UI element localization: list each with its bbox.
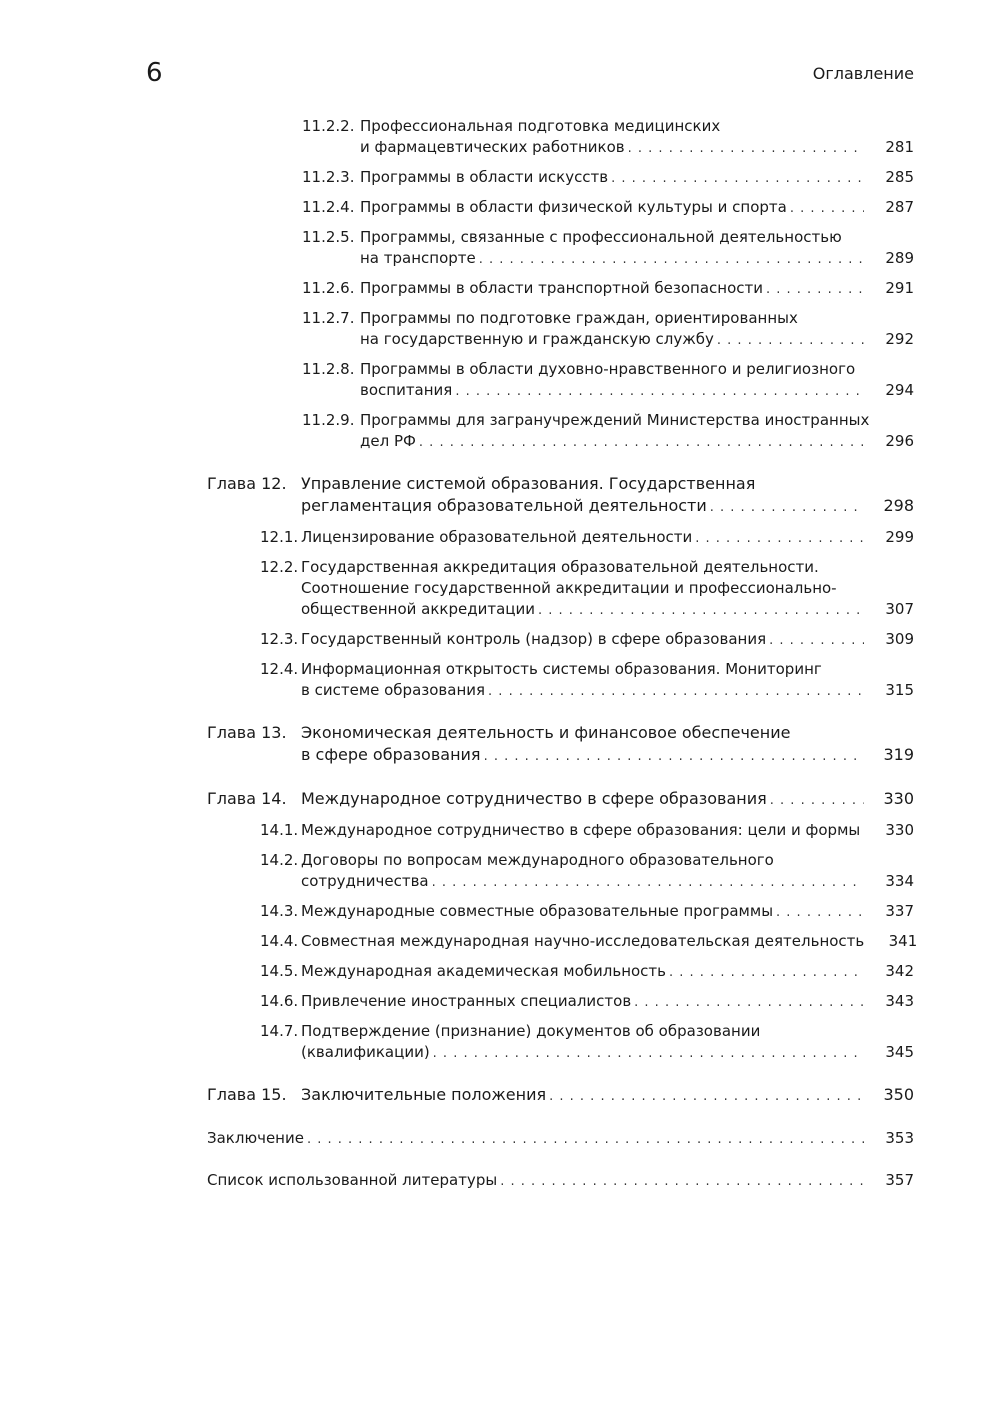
toc-entry[interactable]	[0, 557, 1004, 621]
toc-entry[interactable]	[0, 722, 1004, 768]
toc-entry-number: 14.7.	[260, 1022, 299, 1040]
toc-entry-number: 14.5.	[260, 962, 299, 980]
toc-entry-title-line: Совместная международная научно-исследовательская деятельность	[301, 932, 865, 950]
toc-entry-title-line: Международное сотрудничество в сфере образования: цели и формы	[301, 821, 861, 839]
toc-entry-number: 11.2.6.	[302, 279, 355, 297]
toc-entry-title-line: Программы, связанные с профессиональной деятельностью	[360, 228, 842, 246]
toc-entry-number: Глава 14.	[207, 789, 287, 808]
toc-entry-title-line: на транспорте	[360, 249, 476, 267]
toc-entry-title-line: Международные совместные образовательные программы	[301, 902, 774, 920]
toc-entry[interactable]	[0, 308, 1004, 351]
toc-entry[interactable]	[0, 359, 1004, 402]
toc-entry-title-line: воспитания	[360, 381, 453, 399]
dot-leader	[611, 168, 864, 189]
toc-entry[interactable]	[0, 410, 1004, 453]
toc-entry-page: 337	[885, 902, 914, 920]
toc-entry-page: 298	[883, 496, 914, 515]
toc-entry-page: 334	[885, 872, 914, 890]
toc-entry-number: 11.2.2.	[302, 117, 355, 135]
dot-leader	[549, 1086, 864, 1108]
toc-entry[interactable]	[0, 850, 1004, 893]
toc-entry-number: 14.1.	[260, 821, 299, 839]
toc-entry-title-line: Привлечение иностранных специалистов	[301, 992, 632, 1010]
toc-entry-page: 289	[885, 249, 914, 267]
dot-leader	[695, 528, 864, 549]
toc-entry-page: 287	[885, 198, 914, 216]
toc-entry-title-line: Лицензирование образовательной деятельности	[301, 528, 693, 546]
dot-leader	[500, 1171, 864, 1192]
toc-entry-title-line: Управление системой образования. Государственная	[301, 474, 756, 493]
toc-entry-title-line: Договоры по вопросам международного образовательного	[301, 851, 774, 869]
toc-entry-title-line: Программы по подготовке граждан, ориентированных	[360, 309, 798, 327]
toc-entry-page: 345	[885, 1043, 914, 1061]
toc-entry-title-line: и фармацевтических работников	[360, 138, 625, 156]
toc-entry[interactable]	[0, 629, 1004, 651]
toc-entry-page: 281	[885, 138, 914, 156]
toc-entry-title-line: в системе образования	[301, 681, 486, 699]
dot-leader	[419, 432, 864, 453]
toc-entry-number: 14.2.	[260, 851, 299, 869]
toc-entry-number: Глава 15.	[207, 1085, 287, 1104]
toc-entry-title-line: Список использованной литературы	[207, 1171, 498, 1189]
toc-entry-page: 353	[885, 1129, 914, 1147]
toc-entry-title-line: (квалификации)	[301, 1043, 430, 1061]
toc-entry-number: 11.2.8.	[302, 360, 355, 378]
toc-entry-page: 315	[885, 681, 914, 699]
toc-entry[interactable]	[0, 788, 1004, 812]
toc-entry[interactable]	[0, 116, 1004, 159]
dot-leader	[790, 198, 864, 219]
toc-entry-title-line: на государственную и гражданскую службу	[360, 330, 714, 348]
toc-entry[interactable]	[0, 1021, 1004, 1064]
toc-entry-page: 299	[885, 528, 914, 546]
toc-entry[interactable]	[0, 1084, 1004, 1108]
toc-entry-number: 12.2.	[260, 558, 299, 576]
toc-entry-title-line: Программы в области физической культуры и спорта	[360, 198, 787, 216]
toc-entry-page: 294	[885, 381, 914, 399]
toc-entry[interactable]	[0, 931, 1004, 953]
toc-entry-title-line: Программы для загранучреждений Министерства иностранных	[360, 411, 870, 429]
toc-entry-number: 14.4.	[260, 932, 299, 950]
toc-entry-number: 12.4.	[260, 660, 299, 678]
toc-entry[interactable]	[0, 473, 1004, 519]
dot-leader	[628, 138, 864, 159]
dot-leader	[634, 992, 864, 1013]
toc-entry-page: 307	[885, 600, 914, 618]
toc-entry-page: 292	[885, 330, 914, 348]
toc-entry-title-line: Соотношение государственной аккредитации и профессионально-	[301, 579, 837, 597]
toc-entry-title-line: Программы в области духовно-нравственного и религиозного	[360, 360, 856, 378]
dot-leader	[488, 681, 864, 702]
dot-leader	[432, 872, 864, 893]
toc-entry-title-line: Подтверждение (признание) документов об образовании	[301, 1022, 761, 1040]
toc-entry-page: 343	[885, 992, 914, 1010]
dot-leader	[669, 962, 864, 983]
dot-leader	[776, 902, 864, 923]
dot-leader	[455, 381, 864, 402]
toc-entry-number: 12.1.	[260, 528, 299, 546]
toc-entry-title-line: Международная академическая мобильность	[301, 962, 667, 980]
dot-leader	[766, 279, 864, 300]
toc-entry-title-line: Международное сотрудничество в сфере образования	[301, 789, 767, 808]
toc-entry-number: Глава 12.	[207, 474, 287, 493]
toc-entry[interactable]	[0, 659, 1004, 702]
toc-entry-title-line: Информационная открытость системы образования. Мониторинг	[301, 660, 822, 678]
toc-entry[interactable]	[0, 901, 1004, 923]
toc-entry[interactable]	[0, 227, 1004, 270]
page-number: 6	[146, 58, 163, 88]
toc-entry-page: 341	[888, 932, 918, 950]
dot-leader	[538, 600, 864, 621]
toc-entry[interactable]	[0, 1170, 1004, 1192]
dot-leader	[717, 330, 864, 351]
table-of-contents	[0, 116, 1004, 1200]
toc-entry-page: 319	[883, 745, 914, 764]
dot-leader	[770, 790, 864, 812]
toc-entry-page: 350	[883, 1085, 914, 1104]
dot-leader	[307, 1129, 864, 1150]
toc-entry-number: 11.2.5.	[302, 228, 355, 246]
toc-entry[interactable]	[0, 1128, 1004, 1150]
toc-entry-title-line: Государственный контроль (надзор) в сфере образования	[301, 630, 767, 648]
running-title: Оглавление	[812, 64, 914, 83]
toc-entry-number: 12.3.	[260, 630, 299, 648]
toc-entry-number: 14.3.	[260, 902, 299, 920]
toc-entry-page: 285	[885, 168, 914, 186]
dot-leader	[433, 1043, 864, 1064]
toc-entry-page: 342	[885, 962, 914, 980]
dot-leader	[479, 249, 864, 270]
toc-entry-title-line: дел РФ	[360, 432, 416, 450]
toc-entry[interactable]	[0, 820, 1004, 842]
toc-entry-page: 330	[885, 821, 914, 839]
toc-entry-title-line: Государственная аккредитация образовательной деятельности.	[301, 558, 819, 576]
toc-entry-title-line: регламентация образовательной деятельности	[301, 496, 707, 515]
toc-entry-title-line: Заключительные положения	[301, 1085, 547, 1104]
toc-entry[interactable]	[0, 961, 1004, 983]
toc-entry-page: 291	[885, 279, 914, 297]
dot-leader	[769, 630, 864, 651]
toc-entry-number: 11.2.7.	[302, 309, 355, 327]
toc-entry[interactable]	[0, 527, 1004, 549]
toc-entry-number: 14.6.	[260, 992, 299, 1010]
toc-entry-title-line: в сфере образования	[301, 745, 481, 764]
toc-entry-number: 11.2.9.	[302, 411, 355, 429]
toc-entry-page: 309	[885, 630, 914, 648]
toc-entry-number: 11.2.3.	[302, 168, 355, 186]
dot-leader	[710, 497, 864, 519]
toc-entry[interactable]	[0, 991, 1004, 1013]
toc-entry-page: 357	[885, 1171, 914, 1189]
toc-entry-number: 11.2.4.	[302, 198, 355, 216]
toc-entry-page: 330	[883, 789, 914, 808]
toc-entry-title-line: Программы в области искусств	[360, 168, 609, 186]
toc-entry[interactable]	[0, 197, 1004, 219]
toc-entry-title-line: сотрудничества	[301, 872, 429, 890]
toc-entry-title-line: Экономическая деятельность и финансовое обеспечение	[301, 723, 791, 742]
toc-entry-title-line: Программы в области транспортной безопасности	[360, 279, 763, 297]
toc-entry-title-line: Профессиональная подготовка медицинских	[360, 117, 721, 135]
dot-leader	[484, 746, 864, 768]
toc-entry-title-line: Заключение	[207, 1129, 304, 1147]
toc-entry-page: 296	[885, 432, 914, 450]
toc-entry-number: Глава 13.	[207, 723, 287, 742]
toc-entry[interactable]	[0, 278, 1004, 300]
toc-entry-title-line: общественной аккредитации	[301, 600, 535, 618]
toc-entry[interactable]	[0, 167, 1004, 189]
